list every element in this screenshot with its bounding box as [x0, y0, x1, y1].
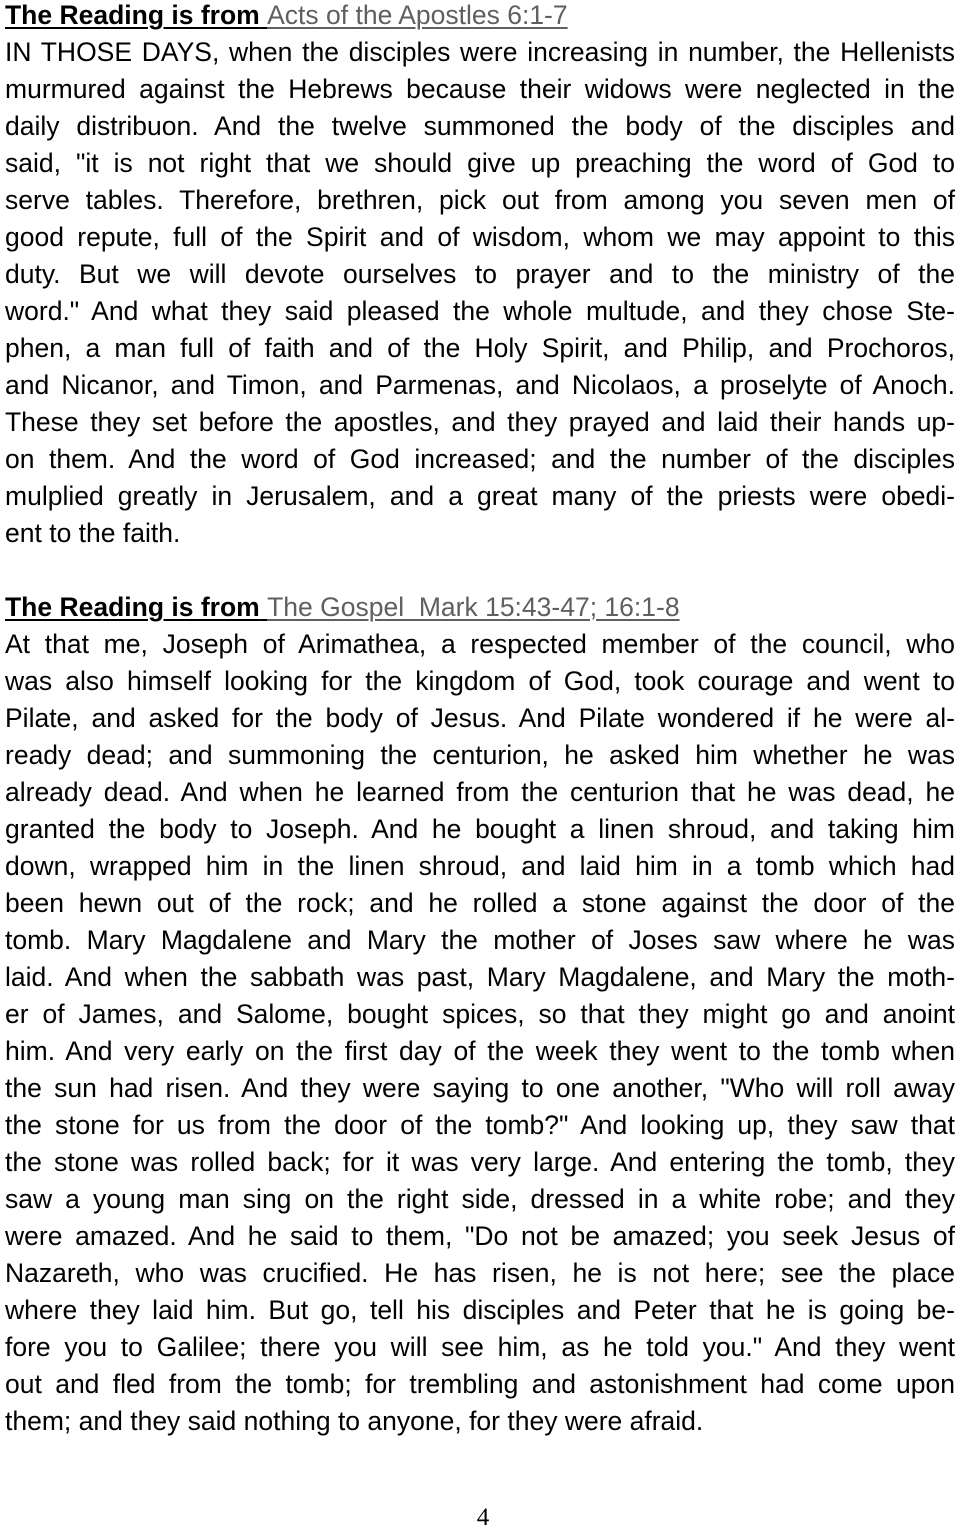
scripture-reference: The Gospel Mark 15:43-47; 16:1-8	[267, 591, 680, 622]
text-line: and Nicanor, and Timon, and Parmenas, and Nicolaos, a proselyte of Anoch.	[5, 369, 955, 400]
heading-label: The Reading is from	[5, 591, 260, 622]
text-line: said, "it is not right that we should give up preaching the word of God to	[5, 147, 955, 178]
text-line: saw a young man sing on the right side, dressed in a white robe; and they	[5, 1183, 955, 1214]
text-line: been hewn out of the rock; and he rolled a stone against the door of the	[5, 887, 955, 918]
text-line: good repute, full of the Spirit and of wisdom, whom we may appoint to this	[5, 221, 955, 252]
text-line: tomb. Mary Magdalene and Mary the mother of Joses saw where he was	[5, 924, 955, 955]
text-line: fore you to Galilee; there you will see him, as he told you." And they went	[5, 1331, 955, 1362]
text-line: granted the body to Joseph. And he bought a linen shroud, and taking him	[5, 813, 955, 844]
text-line: him. And very early on the first day of the week they went to the tomb when	[5, 1035, 955, 1066]
text-line: IN THOSE DAYS, when the disciples were increasing in number, the Hellenists	[5, 36, 955, 67]
document-page	[5, 0, 955, 1440]
text-line: er of James, and Salome, bought spices, so that they might go and anoint	[5, 998, 955, 1029]
text-line: the stone for us from the door of the tomb?" And looking up, they saw that	[5, 1109, 955, 1140]
reading-text	[5, 626, 955, 1440]
text-line: These they set before the apostles, and they prayed and laid their hands up-	[5, 406, 955, 437]
text-line: laid. And when the sabbath was past, Mary Magdalene, and Mary the moth-	[5, 961, 955, 992]
text-line: ready dead; and summoning the centurion, he asked him whether he was	[5, 739, 955, 770]
text-line: Pilate, and asked for the body of Jesus. And Pilate wondered if he were al-	[5, 702, 955, 733]
text-line: murmured against the Hebrews because their widows were neglected in the	[5, 73, 955, 104]
text-line: mulplied greatly in Jerusalem, and a great many of the priests were obedi-	[5, 480, 955, 511]
text-line: duty. But we will devote ourselves to prayer and to the ministry of the	[5, 258, 955, 289]
text-line: out and fled from the tomb; for trembling and astonishment had come upon	[5, 1368, 955, 1399]
text-line: ent to the faith.	[5, 517, 181, 548]
text-line: was also himself looking for the kingdom of God, took courage and went to	[5, 665, 955, 696]
text-line: down, wrapped him in the linen shroud, and laid him in a tomb which had	[5, 850, 955, 881]
scripture-reference: Acts of the Apostles 6:1-7	[267, 0, 568, 30]
text-line: the sun had risen. And they were saying to one another, "Who will roll away	[5, 1072, 955, 1103]
text-line: daily distribuon. And the twelve summoned the body of the disciples and	[5, 110, 955, 141]
reading-heading	[5, 0, 955, 34]
text-line: already dead. And when he learned from the centurion that he was dead, he	[5, 776, 955, 807]
reading-section-gospel	[5, 589, 955, 1440]
text-line: phen, a man full of faith and of the Holy Spirit, and Philip, and Prochoros,	[5, 332, 955, 363]
reading-text	[5, 34, 955, 552]
heading-label: The Reading is from	[5, 0, 260, 30]
text-line: were amazed. And he said to them, "Do not be amazed; you seek Jesus of	[5, 1220, 955, 1251]
text-line: At that me, Joseph of Arimathea, a respected member of the council, who	[5, 628, 955, 659]
reading-heading	[5, 589, 955, 626]
text-line: the stone was rolled back; for it was very large. And entering the tomb, they	[5, 1146, 955, 1177]
page-number: 4	[476, 1504, 490, 1531]
text-line: them; and they said nothing to anyone, for they were afraid.	[5, 1405, 704, 1436]
text-line: where they laid him. But go, tell his disciples and Peter that he is going be-	[5, 1294, 955, 1325]
reading-section-acts	[5, 0, 955, 552]
text-line: on them. And the word of God increased; and the number of the disciples	[5, 443, 955, 474]
text-line: Nazareth, who was crucified. He has risen, he is not here; see the place	[5, 1257, 955, 1288]
text-line: serve tables. Therefore, brethren, pick out from among you seven men of	[5, 184, 955, 215]
text-line: word." And what they said pleased the whole multude, and they chose Ste-	[5, 295, 955, 326]
